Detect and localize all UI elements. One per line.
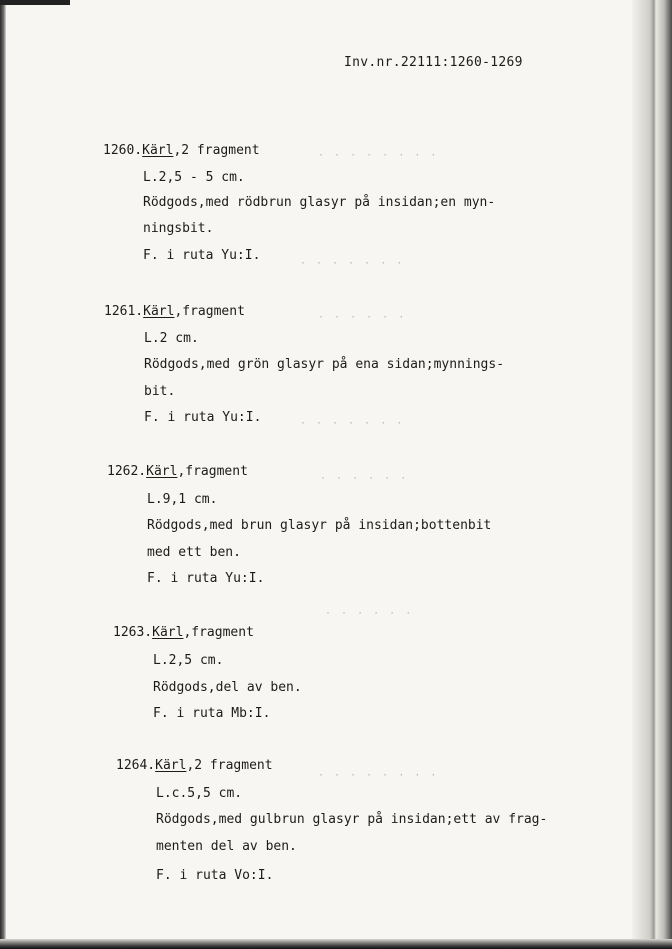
entry-object-type: Kärl — [152, 625, 184, 640]
entry-dimensions: L.2,5 - 5 cm. — [143, 170, 245, 185]
entry-title — [103, 143, 260, 158]
entry-description: Rödgods,med gulbrun glasyr på insidan;ett av frag- — [156, 812, 548, 827]
entry-description: Rödgods,med rödbrun glasyr på insidan;en myn- — [143, 195, 496, 210]
entry-number: 1262. — [107, 464, 147, 479]
entry-title-detail: ,fragment — [177, 464, 248, 479]
show-through-mark: · · · · · · · — [300, 258, 405, 269]
entry-title-detail: ,2 fragment — [186, 758, 273, 773]
show-through-mark: · · · · · · — [320, 473, 409, 484]
entry-findspot: F. i ruta Yu:I. — [143, 248, 261, 263]
entry-number: 1263. — [113, 625, 153, 640]
show-through-mark: · · · · · · — [318, 312, 407, 323]
entry-object-type: Kärl — [142, 143, 174, 158]
entry-title — [113, 625, 254, 640]
entry-title — [104, 304, 245, 319]
show-through-mark: · · · · · · · · — [318, 770, 439, 781]
entry-description-cont: menten del av ben. — [156, 839, 297, 854]
entry-findspot: F. i ruta Yu:I. — [144, 410, 262, 425]
entry-title — [107, 464, 248, 479]
inventory-header: Inv.nr.22111:1260-1269 — [344, 55, 523, 70]
entry-dimensions: L.c.5,5 cm. — [156, 786, 243, 801]
entry-title-detail: ,fragment — [183, 625, 254, 640]
entry-number: 1260. — [103, 143, 143, 158]
entry-dimensions: L.2,5 cm. — [153, 653, 224, 668]
entry-findspot: F. i ruta Vo:I. — [156, 868, 274, 883]
entry-dimensions: L.2 cm. — [144, 331, 199, 346]
entry-description-cont: med ett ben. — [147, 545, 241, 560]
entry-number: 1264. — [116, 758, 156, 773]
entry-object-type: Kärl — [143, 304, 175, 319]
entry-number: 1261. — [104, 304, 144, 319]
scan-edge-top — [0, 0, 70, 5]
page-binding — [632, 0, 672, 949]
scan-edge-bottom — [0, 939, 672, 949]
show-through-mark: · · · · · · — [325, 608, 414, 619]
entry-object-type: Kärl — [155, 758, 187, 773]
show-through-mark: · · · · · · · · — [318, 150, 439, 161]
entry-dimensions: L.9,1 cm. — [147, 492, 218, 507]
entry-title — [116, 758, 273, 773]
entry-description: Rödgods,med brun glasyr på insidan;bottenbit — [147, 518, 492, 533]
entry-description: Rödgods,del av ben. — [153, 680, 302, 695]
entry-title-detail: ,2 fragment — [173, 143, 260, 158]
show-through-mark: · · · · · · · — [300, 418, 405, 429]
entry-description-cont: bit. — [144, 384, 176, 399]
entry-findspot: F. i ruta Mb:I. — [153, 706, 271, 721]
scan-edge-left — [0, 0, 6, 949]
entry-object-type: Kärl — [146, 464, 178, 479]
entry-findspot: F. i ruta Yu:I. — [147, 571, 265, 586]
entry-description: Rödgods,med grön glasyr på ena sidan;mynnings- — [144, 357, 505, 372]
entry-title-detail: ,fragment — [174, 304, 245, 319]
entry-description-cont: ningsbit. — [143, 221, 214, 236]
